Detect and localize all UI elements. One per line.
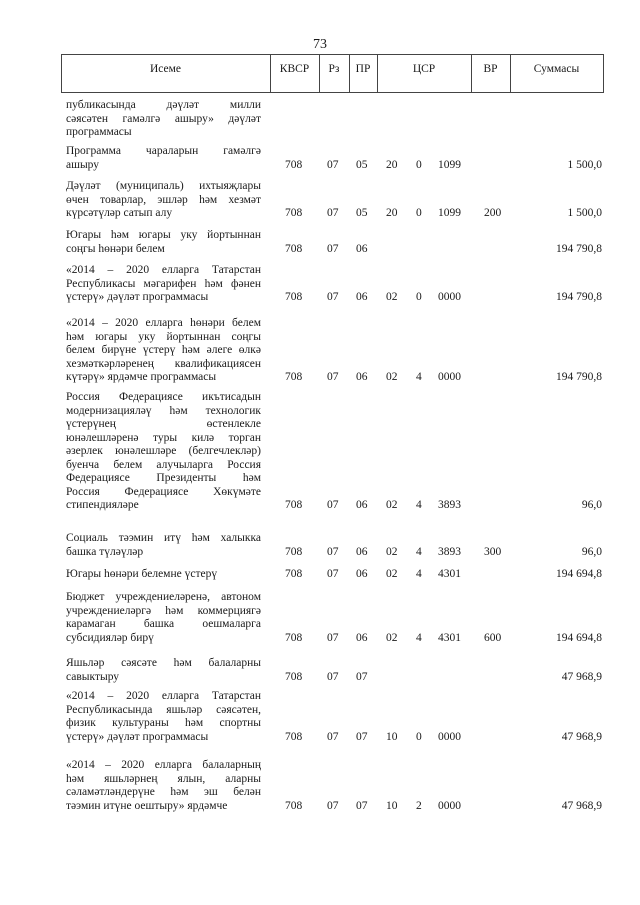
cell-rz: 07	[327, 730, 339, 743]
cell-sum: 47 968,9	[561, 799, 602, 812]
cell-csr2: 4	[416, 568, 422, 580]
cell-csr2: 0	[416, 730, 422, 743]
row-name-line: юнәлешләренә туры килә торган	[66, 431, 261, 444]
row-name-line: башка түләүләр	[66, 545, 144, 558]
cell-pr: 06	[356, 568, 368, 580]
header-top-border	[61, 54, 604, 55]
row-name-line: субсидияләр бирү	[66, 631, 154, 644]
cell-csr1: 02	[386, 371, 398, 383]
cell-csr2: 4	[416, 631, 422, 644]
cell-csr3: 0000	[438, 730, 461, 743]
row-name-line: һәм югары уку йортыннан соңгы	[66, 330, 261, 343]
header-vr: ВР	[483, 63, 498, 75]
row-name-line: Федерациясе Президенты һәм	[66, 472, 261, 484]
cell-csr2: 2	[416, 799, 422, 812]
cell-kvsr: 708	[285, 371, 303, 383]
table-row	[0, 99, 640, 140]
cell-pr: 05	[356, 207, 368, 219]
cell-csr2: 0	[416, 207, 422, 219]
cell-csr2: 4	[416, 499, 422, 511]
cell-pr: 06	[356, 371, 368, 383]
row-name-line: буенча белем алучыларга Россия	[66, 458, 261, 471]
row-name-line: өчен товарлар, эшләр һәм хезмәт	[66, 193, 261, 206]
row-name	[66, 229, 261, 256]
cell-sum: 194 694,8	[556, 568, 602, 580]
cell-rz: 07	[327, 158, 339, 171]
cell-csr2: 4	[416, 371, 422, 383]
row-name	[66, 759, 261, 813]
row-name-line: әзерлек юнәлешләре (белгечлекләр)	[66, 445, 261, 457]
table-row	[0, 568, 640, 582]
cell-csr3: 1099	[438, 207, 461, 219]
cell-csr3: 0000	[438, 371, 461, 383]
cell-pr: 06	[356, 242, 368, 255]
cell-csr3: 4301	[438, 568, 461, 580]
table-row	[0, 759, 640, 813]
cell-rz: 07	[327, 499, 339, 511]
cell-sum: 194 790,8	[556, 371, 602, 383]
header-rz: Рз	[328, 63, 340, 75]
row-name-line: «2014 – 2020 елларга Татарстан	[66, 690, 261, 702]
cell-kvsr: 708	[285, 291, 303, 303]
row-name-line: «2014 – 2020 елларга Татарстан	[66, 264, 261, 276]
row-name-line: Программа чараларын гамәлгә	[66, 145, 261, 157]
table-row	[0, 264, 640, 305]
cell-rz: 07	[327, 207, 339, 219]
cell-csr1: 02	[386, 291, 398, 303]
cell-kvsr: 708	[285, 242, 303, 255]
cell-kvsr: 708	[285, 730, 303, 743]
row-name-line: «2014 – 2020 елларга балаларның	[66, 759, 261, 771]
cell-kvsr: 708	[285, 499, 303, 511]
table-row	[0, 145, 640, 172]
cell-rz: 07	[327, 242, 339, 255]
row-name-line: публикасында дәүләт милли	[66, 99, 261, 111]
row-name-line: Республикасында яшьләр сәясәтен,	[66, 703, 261, 716]
header-divider	[603, 54, 604, 93]
row-name-line: сәламәтләндерүне һәм эш белән	[66, 786, 261, 798]
cell-csr1: 02	[386, 499, 398, 511]
cell-sum: 96,0	[581, 545, 602, 558]
row-name-line: физик культураны һәм спортны	[66, 717, 261, 729]
row-name-line: стипендияләре	[66, 499, 139, 511]
row-name	[66, 99, 261, 140]
row-name	[66, 145, 261, 172]
cell-pr: 06	[356, 291, 368, 303]
cell-csr3: 0000	[438, 291, 461, 303]
cell-rz: 07	[327, 670, 339, 683]
row-name-line: Россия Федерациясе икътисадын	[66, 391, 261, 403]
table-row	[0, 591, 640, 645]
table-row	[0, 180, 640, 221]
cell-sum: 194 790,8	[556, 242, 602, 255]
header-pr: ПР	[355, 63, 371, 75]
cell-csr1: 20	[386, 158, 398, 171]
cell-kvsr: 708	[285, 799, 303, 812]
header-kvsr: КВСР	[279, 63, 310, 75]
row-name-line: соңгы һөнәри белем	[66, 242, 165, 255]
cell-kvsr: 708	[285, 670, 303, 683]
table-row	[0, 657, 640, 684]
row-name-line: ашыру	[66, 158, 100, 171]
cell-sum: 194 790,8	[556, 291, 602, 303]
cell-csr1: 20	[386, 207, 398, 219]
cell-vr: 600	[484, 631, 502, 644]
cell-csr1: 02	[386, 568, 398, 580]
row-name-line: карамаган башка оешмаларга	[66, 618, 261, 630]
row-name-line: Бюджет учреждениеләренә, автоном	[66, 591, 261, 603]
cell-rz: 07	[327, 799, 339, 812]
table-row	[0, 229, 640, 256]
cell-kvsr: 708	[285, 207, 303, 219]
table-row	[0, 391, 640, 513]
page-number: 73	[313, 37, 327, 52]
cell-csr3: 3893	[438, 545, 461, 558]
cell-sum: 47 968,9	[561, 730, 602, 743]
cell-kvsr: 708	[285, 631, 303, 644]
row-name-line: Дәүләт (муниципаль) ихтыяҗлары	[66, 180, 261, 192]
row-name-line: Россия Федерациясе Хөкүмәте	[66, 485, 261, 498]
cell-kvsr: 708	[285, 158, 303, 171]
row-name-line: сәясәтен гамәлгә ашыру» дәүләт	[66, 112, 261, 125]
cell-csr1: 10	[386, 799, 398, 812]
cell-rz: 07	[327, 631, 339, 644]
cell-rz: 07	[327, 291, 339, 303]
row-name-line: хезмәткәрләренең квалификациясен	[66, 357, 261, 370]
row-name	[66, 690, 261, 744]
cell-sum: 96,0	[581, 499, 602, 511]
row-name-line: һәм яшьләрнең ялын, аларны	[66, 772, 261, 785]
row-name-line: күрсәтүләр сатып алу	[66, 207, 173, 219]
row-name-line: программасы	[66, 126, 132, 138]
row-name-line: үстерү» дәүләт программасы	[66, 291, 209, 303]
row-name-line: учреждениеләргә һәм коммерциягә	[66, 604, 261, 617]
row-name-line: үстерү» дәүләт программасы	[66, 730, 209, 743]
header-name: Исеме	[149, 63, 182, 75]
row-name-line: Яшьләр сәясәте һәм балаларны	[66, 657, 261, 669]
row-name	[66, 180, 261, 221]
row-name	[66, 591, 261, 645]
cell-pr: 06	[356, 545, 368, 558]
cell-csr2: 0	[416, 158, 422, 171]
row-name-line: үстерүнең өстенлекле	[66, 418, 261, 430]
cell-csr3: 0000	[438, 799, 461, 812]
cell-rz: 07	[327, 568, 339, 580]
cell-rz: 07	[327, 371, 339, 383]
cell-sum: 194 694,8	[556, 631, 602, 644]
table-row	[0, 317, 640, 385]
cell-csr2: 4	[416, 545, 422, 558]
row-name	[66, 391, 261, 513]
cell-pr: 07	[356, 670, 368, 683]
cell-pr: 07	[356, 730, 368, 743]
row-name-line: модернизацияләү һәм технологик	[66, 404, 261, 417]
cell-rz: 07	[327, 545, 339, 558]
cell-vr: 300	[484, 545, 502, 558]
row-name-line: күтәрү» ярдәмче программасы	[66, 371, 217, 383]
cell-sum: 47 968,9	[561, 670, 602, 683]
cell-csr1: 02	[386, 631, 398, 644]
row-name-line: белем бирүне үстерү һәм әлеге өлкә	[66, 344, 261, 356]
row-name	[66, 532, 261, 559]
row-name-line: Социаль тәэмин итү һәм халыкка	[66, 532, 261, 544]
cell-pr: 05	[356, 158, 368, 171]
row-name-line: Республикасы мәгарифен һәм фәнен	[66, 277, 261, 290]
cell-csr3: 3893	[438, 499, 461, 511]
row-name	[66, 317, 261, 385]
header-csr: ЦСР	[412, 63, 436, 75]
row-name-line: савыктыру	[66, 670, 120, 683]
cell-vr: 200	[484, 207, 502, 219]
cell-sum: 1 500,0	[567, 207, 602, 219]
row-name	[66, 568, 261, 582]
row-name-line: Югары һөнәри белемне үстерү	[66, 568, 218, 580]
cell-csr1: 02	[386, 545, 398, 558]
row-name-line: «2014 – 2020 елларга һөнәри белем	[66, 317, 261, 329]
cell-kvsr: 708	[285, 568, 303, 580]
row-name	[66, 264, 261, 305]
row-name-line: тәэмин итүне оештыру» ярдәмче	[66, 799, 228, 812]
cell-pr: 06	[356, 631, 368, 644]
row-name	[66, 657, 261, 684]
header-sum: Суммасы	[533, 63, 580, 75]
header-bottom-border	[61, 92, 604, 93]
cell-csr2: 0	[416, 291, 422, 303]
table-row	[0, 690, 640, 744]
cell-csr3: 1099	[438, 158, 461, 171]
cell-kvsr: 708	[285, 545, 303, 558]
cell-pr: 07	[356, 799, 368, 812]
cell-pr: 06	[356, 499, 368, 511]
cell-sum: 1 500,0	[567, 158, 602, 171]
table-row	[0, 532, 640, 559]
cell-csr3: 4301	[438, 631, 461, 644]
cell-csr1: 10	[386, 730, 398, 743]
row-name-line: Югары һәм югары уку йортыннан	[66, 229, 261, 241]
